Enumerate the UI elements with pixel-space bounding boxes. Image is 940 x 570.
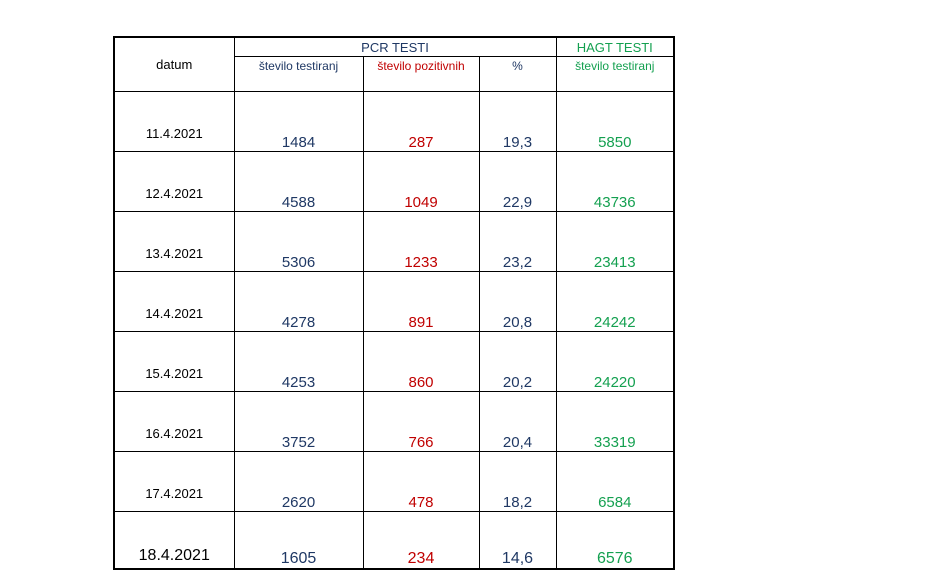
cell-pcr-tested: 4253 <box>234 332 363 392</box>
cell-pcr-tested: 3752 <box>234 392 363 452</box>
cell-pcr-positive: 1049 <box>363 152 479 212</box>
cell-percent: 14,6 <box>479 512 556 570</box>
cell-date: 17.4.2021 <box>114 452 234 512</box>
cell-date: 18.4.2021 <box>114 512 234 570</box>
cell-pcr-tested: 1605 <box>234 512 363 570</box>
cell-pcr-tested: 4588 <box>234 152 363 212</box>
cell-pcr-tested: 5306 <box>234 212 363 272</box>
cell-date: 15.4.2021 <box>114 332 234 392</box>
cell-hagt-tested: 43736 <box>556 152 674 212</box>
header-hagt-tested: število testiranj <box>556 57 674 92</box>
cell-percent: 19,3 <box>479 92 556 152</box>
header-hagt-group: HAGT TESTI <box>556 37 674 57</box>
cell-hagt-tested: 6576 <box>556 512 674 570</box>
header-pcr-group: PCR TESTI <box>234 37 556 57</box>
cell-date: 13.4.2021 <box>114 212 234 272</box>
table-row <box>114 452 674 512</box>
cell-pcr-positive: 891 <box>363 272 479 332</box>
cell-percent: 18,2 <box>479 452 556 512</box>
cell-hagt-tested: 33319 <box>556 392 674 452</box>
cell-percent: 23,2 <box>479 212 556 272</box>
cell-date: 11.4.2021 <box>114 92 234 152</box>
cell-pcr-positive: 1233 <box>363 212 479 272</box>
table-row-latest <box>114 512 674 570</box>
table-row <box>114 152 674 212</box>
testing-table <box>113 36 675 570</box>
table-row <box>114 392 674 452</box>
cell-pcr-tested: 2620 <box>234 452 363 512</box>
table-row <box>114 332 674 392</box>
cell-hagt-tested: 5850 <box>556 92 674 152</box>
cell-hagt-tested: 6584 <box>556 452 674 512</box>
table-row <box>114 92 674 152</box>
cell-pcr-positive: 860 <box>363 332 479 392</box>
cell-percent: 20,8 <box>479 272 556 332</box>
cell-hagt-tested: 24242 <box>556 272 674 332</box>
cell-date: 14.4.2021 <box>114 272 234 332</box>
header-pcr-positive: število pozitivnih <box>363 57 479 92</box>
header-date: datum <box>114 37 234 92</box>
cell-pcr-tested: 1484 <box>234 92 363 152</box>
header-row-groups <box>114 37 674 57</box>
table-row <box>114 272 674 332</box>
cell-date: 12.4.2021 <box>114 152 234 212</box>
cell-pcr-tested: 4278 <box>234 272 363 332</box>
header-pcr-percent: % <box>479 57 556 92</box>
cell-pcr-positive: 478 <box>363 452 479 512</box>
table-row <box>114 212 674 272</box>
cell-pcr-positive: 766 <box>363 392 479 452</box>
cell-date: 16.4.2021 <box>114 392 234 452</box>
cell-pcr-positive: 287 <box>363 92 479 152</box>
cell-percent: 22,9 <box>479 152 556 212</box>
cell-hagt-tested: 24220 <box>556 332 674 392</box>
header-pcr-tested: število testiranj <box>234 57 363 92</box>
cell-percent: 20,4 <box>479 392 556 452</box>
cell-pcr-positive: 234 <box>363 512 479 570</box>
cell-hagt-tested: 23413 <box>556 212 674 272</box>
cell-percent: 20,2 <box>479 332 556 392</box>
